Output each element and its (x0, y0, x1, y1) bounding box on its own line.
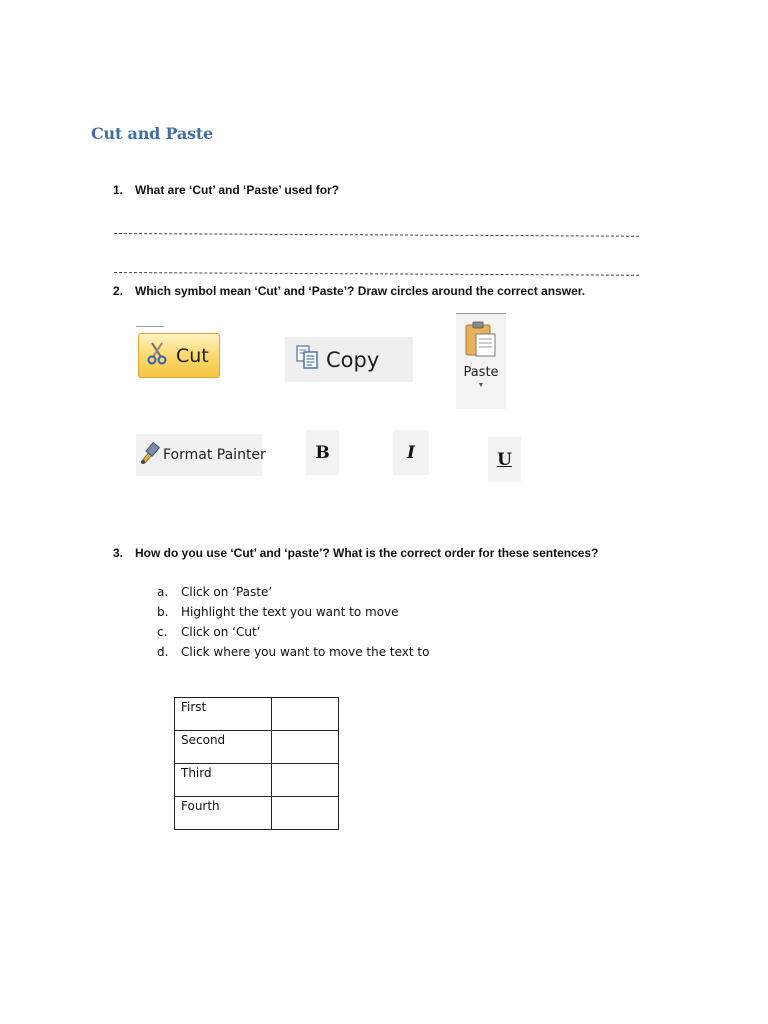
table-row (175, 764, 339, 797)
order-label: Second (175, 731, 272, 764)
copy-symbol (285, 337, 413, 382)
order-label: Fourth (175, 797, 272, 830)
step-letter: d. (157, 645, 169, 659)
scissors-icon (146, 341, 168, 370)
step-text: Click on ‘Cut’ (181, 625, 261, 639)
order-label: First (175, 698, 272, 731)
paintbrush-icon (138, 441, 160, 470)
step-letter: b. (157, 605, 169, 619)
clipboard-icon (464, 321, 498, 362)
step-text: Click on ‘Paste’ (181, 585, 273, 599)
order-table (174, 697, 339, 830)
copy-icon (295, 344, 319, 375)
question-2 (113, 284, 673, 300)
answer-line (114, 233, 639, 237)
table-row (175, 797, 339, 830)
step-text: Highlight the text you want to move (181, 605, 399, 619)
divider (136, 326, 164, 327)
table-row (175, 698, 339, 731)
answer-cell[interactable] (272, 764, 339, 797)
step-text: Click where you want to move the text to (181, 645, 430, 659)
table-row (175, 731, 339, 764)
question-number: 1. (113, 183, 124, 197)
cut-label: Cut (176, 344, 209, 367)
question-number: 3. (113, 546, 124, 560)
answer-cell[interactable] (272, 698, 339, 731)
dropdown-arrow-icon: ▼ (477, 382, 485, 389)
paste-symbol (456, 313, 506, 409)
step-letter: a. (157, 585, 169, 599)
cut-symbol (138, 333, 220, 378)
step-letter: c. (157, 625, 168, 639)
order-label: Third (175, 764, 272, 797)
question-text: Which symbol mean ‘Cut’ and ‘Paste’? Draw circles around the correct answer. (135, 284, 586, 298)
answer-cell[interactable] (272, 797, 339, 830)
question-text: What are ‘Cut’ and ‘Paste’ used for? (135, 183, 340, 197)
underline-symbol: U (488, 437, 521, 482)
copy-label: Copy (326, 347, 380, 372)
bold-symbol: B (306, 430, 339, 475)
italic-symbol: I (393, 430, 429, 475)
question-1 (113, 183, 673, 199)
answer-cell[interactable] (272, 731, 339, 764)
paste-label: Paste (463, 365, 499, 380)
answer-line (114, 272, 639, 276)
question-3 (113, 546, 673, 562)
question-number: 2. (113, 284, 124, 298)
question-text: How do you use ‘Cut’ and ‘paste’? What is the correct order for these sentences? (135, 546, 599, 560)
page-title: Cut and Paste (91, 124, 214, 143)
format-painter-symbol (136, 434, 266, 476)
format-painter-label: Format Painter (163, 447, 266, 463)
